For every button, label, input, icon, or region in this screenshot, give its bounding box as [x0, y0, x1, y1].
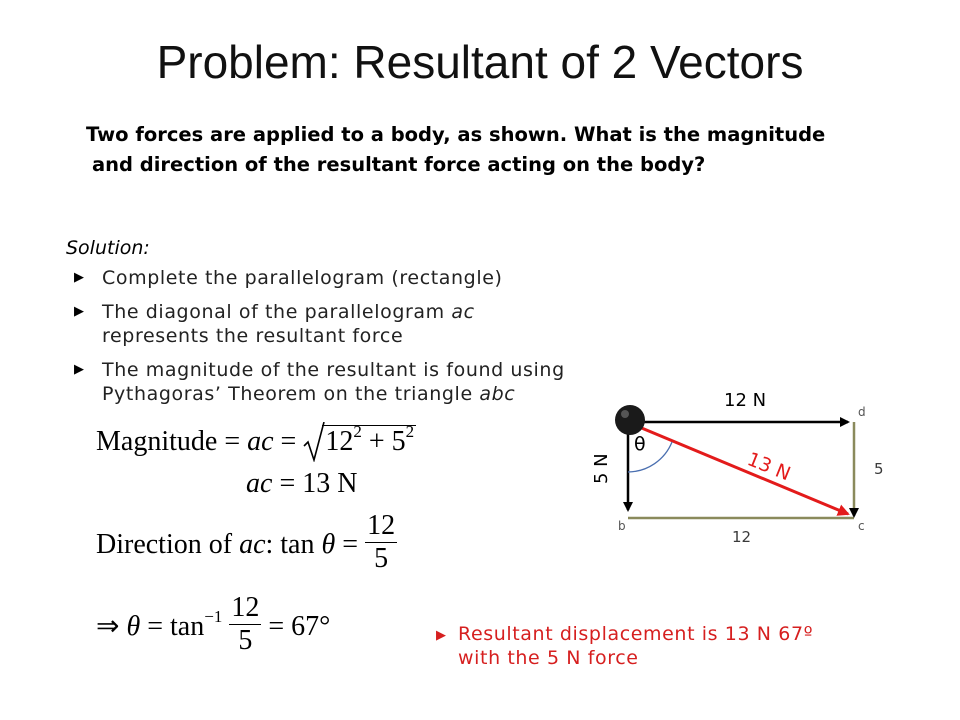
- equation-angle: ⇒ $\theta = \tan^{-1}$ $\frac{12}{5}$ = 67°: [96, 592, 331, 656]
- bullet-text: [102, 358, 662, 406]
- eq-ac: ac: [239, 528, 266, 560]
- slide-title: Problem: Resultant of 2 Vectors: [156, 36, 804, 88]
- vertex-d: d: [858, 405, 866, 419]
- fraction: $\frac{12}{5}$: [367, 510, 396, 574]
- problem-question: Two forces are applied to a body, as shown. What is the magnitude and direction of the resultant force acting on the body?: [86, 123, 826, 176]
- eq-theta: θ: [321, 528, 336, 560]
- label-13n: 13 N: [744, 448, 794, 486]
- bullet-text-line2: Pythagoras’ Theorem on the triangle: [102, 383, 480, 405]
- bullet-text: Complete the parallelogram (rectangle): [102, 267, 503, 289]
- bullet-text-line2: represents the resultant force: [102, 325, 404, 347]
- vertex-b: b: [618, 519, 626, 533]
- vertex-c: c: [858, 519, 865, 533]
- eq-lhs: Magnitude: [96, 426, 218, 457]
- label-theta: θ: [634, 433, 646, 455]
- vector-diagram: [580, 380, 900, 550]
- bullet-emphasis: ac: [451, 301, 475, 323]
- result-line1: Resultant displacement is 13 N 67º: [458, 623, 814, 645]
- bullet-arrow-icon: ▶: [74, 304, 85, 319]
- implies-arrow-icon: ⇒: [96, 610, 120, 642]
- eq-ac: ac: [247, 426, 274, 457]
- eq-result: 67°: [291, 610, 331, 642]
- body-highlight: [621, 410, 629, 418]
- equation-ac-value: ac = 13 N: [246, 468, 358, 499]
- result-line2: with the 5 N force: [458, 647, 639, 669]
- bullet-arrow-icon: ▶: [74, 362, 85, 377]
- label-bottom-12: 12: [732, 528, 752, 546]
- eq-theta: θ: [126, 610, 141, 642]
- body-ball: [615, 405, 645, 435]
- fraction: $\frac{12}{5}$: [231, 592, 260, 656]
- eq-ac: ac: [246, 468, 273, 499]
- bullet-text: [102, 300, 662, 348]
- solution-heading: Solution:: [66, 237, 150, 259]
- bullet-arrow-icon: ▶: [436, 628, 447, 643]
- bullet-emphasis: abc: [479, 383, 516, 405]
- eq-fn: tan: [170, 610, 205, 642]
- resultant-vector: [632, 424, 848, 514]
- equation-direction: Direction of ac: tan θ = $\frac{12}{5}$: [96, 510, 396, 574]
- result-text: [458, 622, 878, 670]
- label-5n: 5 N: [591, 453, 612, 484]
- equation-magnitude: Magnitude = ac = $12^2 + 5^2$: [96, 420, 416, 464]
- sqrt-radicand: $12^2 + 5^2$: [322, 425, 416, 457]
- bullet-text-line1: The diagonal of the parallelogram: [102, 301, 452, 323]
- label-12n: 12 N: [724, 390, 767, 411]
- bullet-text-line1: The magnitude of the resultant is found using: [102, 359, 565, 381]
- bullet-arrow-icon: ▶: [74, 270, 85, 285]
- label-right-5: 5: [874, 460, 884, 478]
- eq-fn: : tan: [265, 528, 315, 560]
- eq-rhs: 13 N: [302, 468, 358, 499]
- eq-lhs: Direction of: [96, 528, 240, 560]
